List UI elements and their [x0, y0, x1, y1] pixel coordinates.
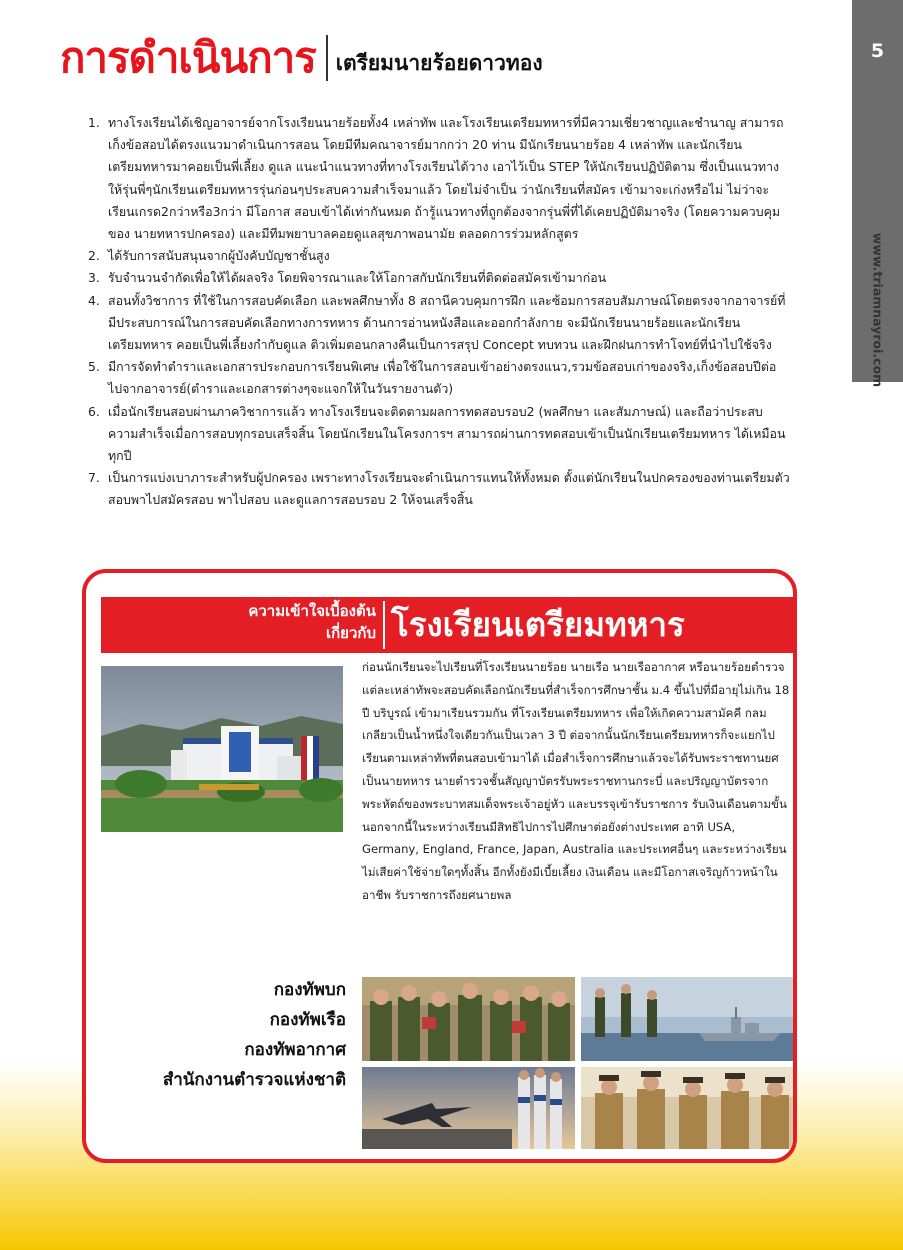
branch-army: กองทัพบก: [273, 980, 346, 1000]
list-item-text: สอนทั้งวิชาการ ที่ใช้ในการสอบคัดเลือก และพลศึกษาทั้ง 8 สถานีควบคุมการฝึก และซ้อมการสอบสัมภาษณ์โดยตรงจากอาจารย์ที่มีประสบการณ์ในการสอบคัดเลือกทางการทหาร ด้านการอ่านหนังสือและออกกำลังกาย จะมีนักเรียนนายร้อยและนักเรียนเตรียมทหาร คอยเป็นพี่เลี้ยงกำกับดูแล ติวเพิ่มตอนกลางคืนเป็นการสรุป Concept ทบทวน และฝึกฝนการทำโจทย์ที่นำไปใช้จริง: [108, 292, 786, 353]
list-item: [88, 290, 790, 357]
branch-air-force: กองทัพอากาศ: [244, 1040, 346, 1060]
list-item-text: เมื่อนักเรียนสอบผ่านภาควิชาการแล้ว ทางโรงเรียนจะติดตามผลการทดสอบรอบ2 (พลศึกษา และสัมภาษณ์) และถือว่าประสบความสำเร็จเมื่อการสอบทุกรอบเสร็จสิ้น โดยนักเรียนในโครงการฯ สามารถผ่านการทดสอบเข้าเป็นนักเรียนเตรียมทหาร ได้เหมือนทุกปี: [108, 403, 786, 464]
banner-title: โรงเรียนเตรียมทหาร: [391, 605, 685, 644]
school-building-image: [101, 666, 343, 832]
police-image: [581, 1067, 795, 1149]
title-divider: [326, 35, 328, 81]
army-image: [362, 977, 575, 1061]
school-building-photo: [101, 666, 343, 832]
list-item-number: 6.: [88, 403, 100, 419]
website-label: [867, 232, 889, 388]
branch-police: สำนักงานตำรวจแห่งชาติ: [162, 1070, 346, 1090]
list-item-number: 3.: [88, 270, 100, 286]
list-item: [88, 356, 790, 400]
school-banner: [101, 597, 796, 653]
website-text: www.triamnayroi.com: [870, 232, 886, 388]
list-item: [88, 401, 790, 468]
page-title: การดำเนินการ: [60, 33, 316, 82]
page-subtitle: เตรียมนายร้อยดาวทอง: [335, 50, 543, 75]
air-force-photo: [362, 1067, 575, 1149]
page-number: 5: [870, 40, 885, 62]
list-item-number: 2.: [88, 248, 100, 264]
list-item-number: 4.: [88, 292, 100, 308]
list-item: [88, 267, 790, 289]
school-description: ก่อนนักเรียนจะไปเรียนที่โรงเรียนนายร้อย นายเรือ นายเรืออากาศ หรือนายร้อยตำรวจ แต่ละเหล่าทัพจะสอบคัดเลือกนักเรียนที่สำเร็จการศึกษาชั้น ม.4 ขึ้นไปที่มีอายุไม่เกิน 18 ปี บริบูรณ์ เข้ามาเรียนรวมกัน ที่โรงเรียนเตรียมทหาร เพื่อให้เกิดความสามัคคี กลมเกลียวเป็นน้ำหนึ่งใจเดียวกันเป็นเวลา 3 ปี ต่อจากนั้นนักเรียนเตรียมทหารก็จะแยกไปเรียนตามเหล่าทัพที่ตนสอบเข้ามาได้ เมื่อสำเร็จการศึกษาแล้วจะได้รับพระราชทานยศ เป็นนายทหาร นายตำรวจชั้นสัญญาบัตรรับพระราชทานกระบี่ และปริญญาบัตรจากพระหัตถ์ของพระบาทสมเด็จพระเจ้าอยู่หัว และบรรจุเข้ารับราชการ รับเงินเดือนตามขั้น นอกจากนี้ในระหว่างเรียนมีสิทธิไปการไปศึกษาต่อยังต่างประเทศ อาทิ USA, Germany, England, France, Japan, Australia และประเทศอื่นๆ และระหว่างเรียนไม่เสียค่าใช้จ่ายใดๆทั้งสิ้น อีกทั้งยังมีเบี้ยเลี้ยง เงินเดือน และมีโอกาสเจริญก้าวหน้าในอาชีพ รับราชการถึงยศนายพล: [362, 660, 790, 902]
list-item-number: 1.: [88, 115, 100, 130]
list-item-text: มีการจัดทำตำราและเอกสารประกอบการเรียนพิเศษ เพื่อใช้ในการสอบเข้าอย่างตรงแนว,รวมข้อสอบเก่าของจริง,เก็งข้อสอบปีต่อไปจากอาจารย์(ตำราและเอกสารต่างๆจะแจกให้ในวันรายงานตัว): [108, 359, 777, 397]
army-photo: [362, 977, 575, 1061]
operations-list: [88, 112, 790, 512]
page-header: [60, 28, 543, 88]
banner-divider: [383, 601, 385, 649]
list-item: [88, 467, 790, 511]
police-photo: [581, 1067, 795, 1149]
list-item-text: เป็นการแบ่งเบาภาระสำหรับผู้ปกครอง เพราะทางโรงเรียนจะดำเนินการแทนให้ทั้งหมด ตั้งแต่นักเรียนในปกครองของท่านเตรียมตัวสอบพาไปสมัครสอบ พาไปสอบ และดูแลการสอบรอบ 2 ให้จนเสร็จสิ้น: [108, 470, 790, 508]
navy-image: [581, 977, 795, 1061]
branch-list: [86, 975, 346, 1095]
list-item: [88, 112, 790, 245]
list-item-number: 5.: [88, 359, 100, 375]
list-item-text: ทางโรงเรียนได้เชิญอาจารย์จากโรงเรียนนายร้อยทั้ง4 เหล่าทัพ และโรงเรียนเตรียมทหารที่มีความเชี่ยวชาญและชำนาญ สามารถเก็งข้อสอบได้ตรงแนวมาดำเนินการสอน โดยมีทีมคณาจารย์มากกว่า 20 ท่าน มีนักเรียนนายร้อย 4 เหล่าทัพ และนักเรียนเตรียมทหารมาคอยเป็นพี่เลี้ยง ดูแล แนะนำแนวทางที่ทางโรงเรียนได้วาง เอาไว้เป็น STEP ให้นักเรียนปฏิบัติตาม ซึ่งเป็นแนวทางให้รุ่นพี่ๆนักเรียนเตรียมทหารรุ่นก่อนๆประสบความสำเร็จมาแล้ว โดยไม่จำเป็น ว่านักเรียนที่สมัคร เข้ามาจะเก่งหรือไม่ ไม่ว่าจะเรียนเกรด2กว่าหรือ3กว่า มีโอกาส สอบเข้าได้เท่ากันหมด ถ้ารู้แนวทางที่ถูกต้องจากรุ่นพี่ที่ได้เคยปฏิบัติมาจริง (โดยความควบคุม ของ นายทหารปกครอง) และมีทีมพยาบาลคอยดูแลสุขภาพอนามัย ตลอดการร่วมหลักสูตร: [108, 115, 784, 242]
branch-navy: กองทัพเรือ: [269, 1010, 346, 1030]
banner-caption-line: ความเข้าใจเบื้องต้น: [248, 602, 376, 620]
list-item: [88, 245, 790, 267]
navy-photo: [581, 977, 795, 1061]
school-info-box: [82, 569, 797, 1163]
list-item-text: รับจำนวนจำกัดเพื่อให้ได้ผลจริง โดยพิจารณาและให้โอกาสกับนักเรียนที่ติดต่อสมัครเข้ามาก่อน: [108, 270, 607, 286]
banner-caption-line: เกี่ยวกับ: [325, 624, 376, 642]
banner-caption: [196, 600, 376, 644]
list-item-number: 7.: [88, 470, 100, 486]
list-item-text: ได้รับการสนับสนุนจากผู้บังคับบัญชาชั้นสูง: [108, 248, 330, 264]
air-force-image: [362, 1067, 575, 1149]
